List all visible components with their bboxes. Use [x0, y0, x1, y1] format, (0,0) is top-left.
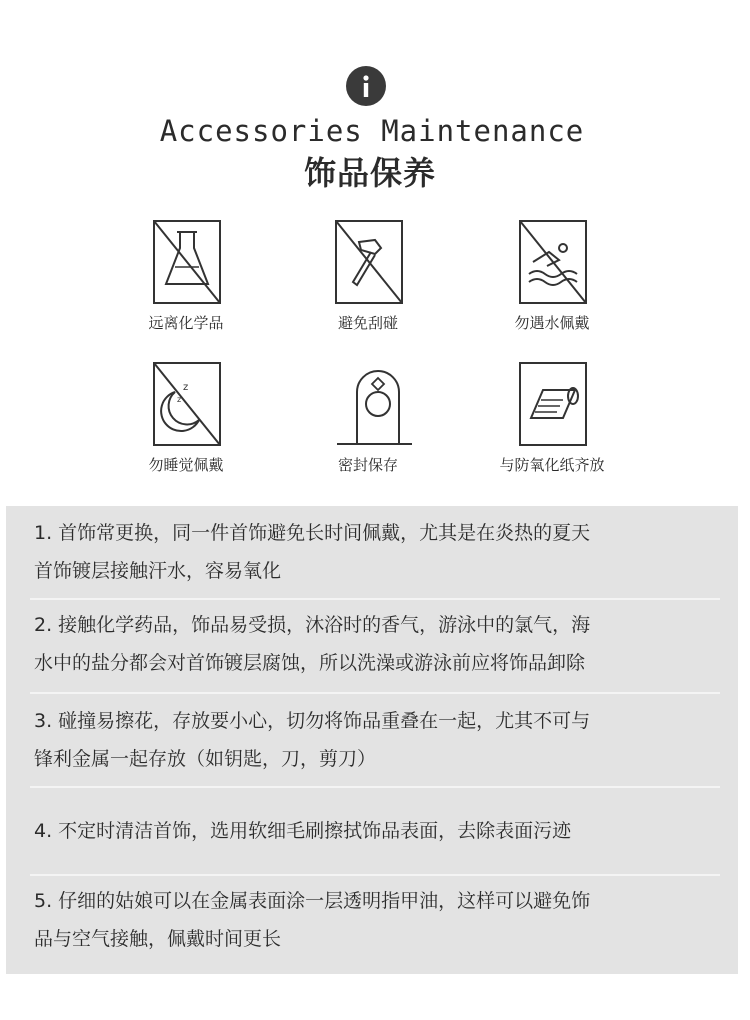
svg-text:z: z [177, 395, 182, 404]
divider [30, 786, 720, 788]
care-item-label: 避免刮碰 [337, 314, 398, 332]
page-title-english: Accessories Maintenance [159, 114, 585, 148]
tip-item [34, 606, 734, 682]
divider [30, 598, 720, 600]
tip-line: 3. 碰撞易擦花，存放要小心，切勿将饰品重叠在一起，尤其不可与 [34, 710, 591, 732]
divider [30, 874, 720, 876]
tip-line: 2. 接触化学药品，饰品易受损，沐浴时的香气，游泳中的氯气，海 [34, 614, 591, 636]
tip-line: 5. 仔细的姑娘可以在金属表面涂一层透明指甲油，这样可以避免饰 [34, 890, 591, 912]
care-item-chemicals [96, 220, 276, 340]
svg-text:z: z [183, 382, 189, 393]
care-item-label: 与防氧化纸齐放 [499, 456, 605, 474]
page-title-chinese: 饰品保养 [303, 154, 436, 192]
chemical-flask-icon [153, 220, 221, 304]
tip-line: 水中的盐分都会对首饰镀层腐蚀，所以洗澡或游泳前应将饰品卸除 [34, 652, 586, 674]
tip-item [34, 882, 734, 958]
care-item-sleep [96, 362, 276, 482]
swimming-icon [519, 220, 587, 304]
hammer-icon [335, 220, 403, 304]
care-item-label: 勿睡觉佩戴 [148, 456, 224, 474]
tip-line: 锋利金属一起存放（如钥匙，刀，剪刀） [34, 748, 377, 770]
care-item-label: 勿遇水佩戴 [514, 314, 590, 332]
info-icon [346, 66, 386, 106]
tip-item [34, 514, 734, 590]
sealed-ring-icon [326, 362, 412, 446]
care-item-label: 远离化学品 [148, 314, 224, 332]
divider [30, 692, 720, 694]
tip-line: 首饰镀层接触汗水，容易氧化 [34, 560, 282, 582]
tips-panel [6, 506, 738, 974]
care-item-paper [462, 362, 642, 482]
tip-line: 1. 首饰常更换，同一件首饰避免长时间佩戴，尤其是在炎热的夏天 [34, 522, 591, 544]
paper-roll-icon [519, 362, 587, 446]
tip-line: 4. 不定时清洁首饰，选用软细毛刷擦拭饰品表面，去除表面污迹 [34, 820, 572, 842]
tip-item [34, 702, 734, 778]
care-item-water [462, 220, 642, 340]
sleep-moon-icon [153, 362, 221, 446]
tip-line: 品与空气接触，佩戴时间更长 [34, 928, 282, 950]
care-item-label: 密封保存 [337, 456, 398, 474]
care-item-collision [278, 220, 458, 340]
tip-item [34, 812, 734, 850]
care-item-sealed [278, 362, 458, 482]
